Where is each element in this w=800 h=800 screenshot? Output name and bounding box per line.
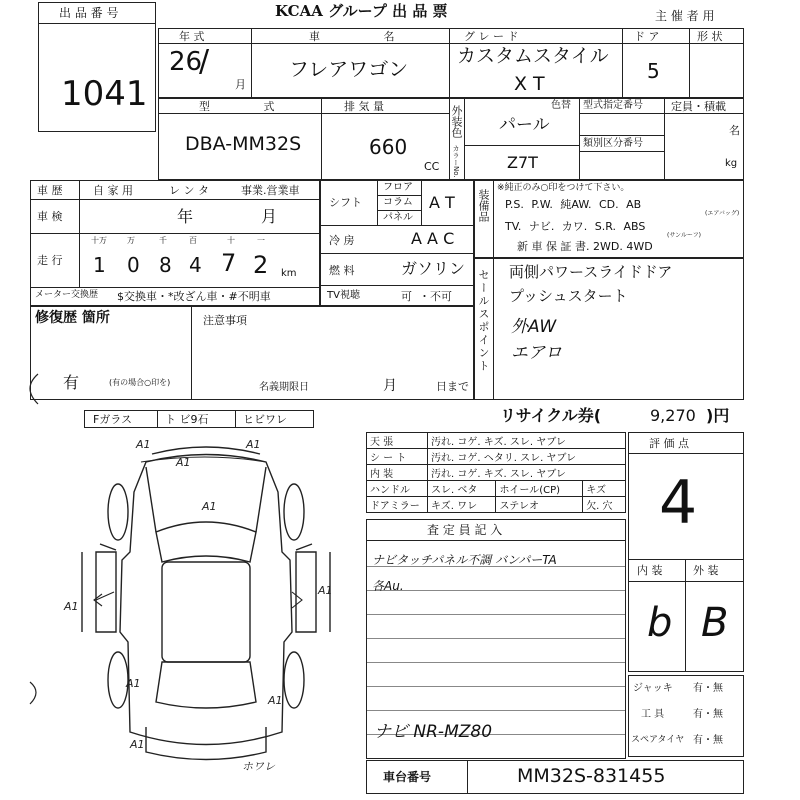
mileage-unit: 千 [159,236,167,245]
km-label: km [281,268,297,279]
type-number-label: 型式指定番号 [583,100,643,111]
lot-number-box [38,2,156,132]
lot-number: 1041 [61,74,148,114]
damage-mark: A1 [202,500,217,513]
equipment-line2: TV. ナビ. カワ. S.R. ABS [505,220,646,233]
inspection-month-label: 月 [261,207,278,226]
handle-items: スレ. ベタ [428,481,496,497]
damage-mark: A1 [246,438,261,451]
history-block [30,180,320,306]
grade-score-label: 評 価 点 [649,437,689,450]
cond-row-label: 天 張 [367,433,428,449]
stereo-label: ステレオ [496,497,583,513]
recycle-amount: 9,270 [650,406,696,425]
inspector-label: 査 定 員 記 入 [427,523,503,537]
damage-mark: A1 [130,738,145,751]
interior-grade: b [647,600,673,646]
history-rental: レ ン タ [169,184,209,197]
year-label: 年 式 [179,30,205,43]
meter-change-options: $交換車・*改ざん車・#不明車 [117,290,271,303]
repair-circle-mark [18,370,48,410]
repair-block [30,306,474,400]
front-bumper-outline [152,447,260,454]
inspector-note-3: ナビ NR-MZ80 [374,722,493,742]
mileage-unit: 万 [127,236,135,245]
exterior-grade: B [701,600,729,646]
damage-mark: A1 [318,584,333,597]
tools-block [628,675,744,757]
tv-label: TV視聴 [327,290,360,301]
color-name: パール [499,115,550,135]
repair-note: (有の場合○印を) [109,378,171,387]
doors-value: 5 [647,59,660,83]
recycle-unit: )円 [706,406,730,425]
jack-value: 有・無 [693,683,723,694]
shift-option-floor: フロア [383,182,413,193]
expiry-label: 名義期限日 [259,382,309,393]
vehicle-info-row1 [158,28,744,98]
sales-points-label: セールスポイント [477,269,490,373]
doors-label: ド ア [634,30,660,43]
glass-crack-option: ヒビワレ [243,413,287,426]
mileage-unit: 十万 [91,236,107,245]
mileage-label: 走 行 [37,254,63,267]
repair-label: 修復歴 箇所 [35,310,110,326]
chassis-label: 車台番号 [383,770,432,784]
shift-label: シフト [329,196,362,209]
remarks-label: 注意事項 [203,314,247,327]
tailgate-outline [146,727,266,760]
shift-value: A T [429,193,455,212]
wheel-label: ホイール(CP) [496,481,583,497]
organizer-label: 主 催 者 用 [655,9,715,23]
damage-mark: A1 [64,600,79,613]
spare-tire-label: スペアタイヤ [631,735,685,745]
fuel-value: ガソリン [401,259,466,278]
persons-label: 名 [729,124,740,137]
cc-label: CC [424,160,440,173]
mileage-digit: 7 [221,249,237,277]
expiry-month-label: 月 [383,378,397,394]
equipment-line3: 新 車 保 証 書. 2WD. 4WD [517,240,653,253]
displacement: 660 [369,135,408,159]
mileage-unit: 一 [257,236,265,245]
jack-label: ジャッキ [633,683,673,694]
sales-point-4: エアロ [511,343,562,363]
model-code-label: 型 式 [199,100,275,113]
left-side-panel [82,552,116,632]
recycle-label: リサイクル券( [500,406,602,425]
mileage-digit: 8 [159,253,172,277]
tv-no: ・不可 [419,290,452,303]
equipment-sunroof-note: (サンルーフ) [667,232,701,239]
windshield-outline [156,522,256,562]
side-circle-mark [24,678,44,708]
grade-line2: X T [514,73,545,95]
cond-row-items: 汚れ. コゲ. ヘタリ. スレ. ヤブレ [428,449,626,465]
equipment-line1: P.S. P.W. 純AW. CD. AB [505,198,642,211]
grade-score: 4 [659,468,698,538]
equipment-label: 装備品 [477,189,490,222]
ac-label: 冷 房 [329,234,355,247]
specs-block [320,180,474,306]
shape-label: 形 状 [697,30,723,43]
mirror-label: ドアミラー [367,497,428,513]
interior-grade-label: 内 装 [637,564,663,577]
chassis-block [366,760,744,794]
kg-label: kg [725,158,738,169]
sales-points-block [474,258,744,400]
shift-option-column: コラム [383,197,413,208]
shift-option-panel: パネル [383,212,413,223]
spare-tire-value: 有・無 [693,735,723,746]
tools-value: 有・無 [693,709,723,720]
glass-label: Fガラス [93,413,132,426]
expiry-day-label: 日まで [436,380,469,393]
lot-number-label: 出 品 番 号 [59,6,119,20]
front-right-wheel [284,484,304,540]
color-code: Z7T [507,153,538,172]
mirrors [100,544,312,550]
damage-arrow-left [94,592,114,606]
tools-label: 工 具 [641,709,665,720]
exterior-grade-label: 外 装 [693,564,719,577]
inspection-label: 車 検 [37,210,63,223]
fuel-label: 燃 料 [329,264,355,277]
cond-row-items: 汚れ. コゲ. キズ. スレ. ヤブレ [428,433,626,449]
exterior-color-label: 外装色 [450,105,463,138]
handle-label: ハンドル [367,481,428,497]
model-year: 26 [169,47,203,77]
sales-point-1: 両側パワースライドドア [509,263,673,281]
damage-mark: ホワレ [242,760,275,773]
car-name: フレアワゴン [289,57,409,81]
car-damage-diagram [56,432,356,782]
mileage-unit: 百 [189,236,197,245]
inspector-note-2: 各Au. [372,579,404,593]
glass-chip-option: ト ビ9石 [165,413,209,426]
rear-window-outline [156,662,256,708]
damage-mark: A1 [136,438,151,451]
tv-yes: 可 [401,290,412,303]
rear-right-wheel [284,652,304,708]
repair-value: 有 [63,373,80,392]
class-number-label: 類別区分番号 [583,138,643,149]
history-business: 事業.営業車 [241,184,300,197]
car-name-label: 車 名 [309,30,395,43]
capacity-label: 定員・積載 [671,100,726,113]
mileage-digit: 4 [189,253,202,277]
roof-outline [162,562,250,662]
equipment-airbag-note: (エアバッグ) [705,210,740,217]
mileage-unit: 十 [227,236,235,245]
sheet-title: KCAA グループ 出 品 票 [275,2,448,20]
damage-arrow-right [292,592,302,608]
sales-point-3: 外AW [511,317,557,337]
history-private: 自 家 用 [93,184,133,197]
month-label: 月 [235,78,246,91]
inspection-year-label: 年 [177,207,194,226]
damage-mark: A1 [176,456,191,469]
mileage-digit: 1 [93,253,106,277]
stereo-items: 欠. 穴 [583,497,626,513]
front-left-wheel [108,484,128,540]
interior-condition-table [366,432,626,513]
model-code: DBA-MM32S [185,133,302,155]
mirror-items: キズ. ワレ [428,497,496,513]
equipment-block [474,180,744,258]
chassis-number: MM32S-831455 [517,765,666,787]
color-change-label: 色替 [551,100,571,111]
sales-point-2: プッシュスタート [509,287,628,305]
wheel-items: キズ [583,481,626,497]
damage-mark: A1 [268,694,283,707]
color-number-label: カラーNo. [452,145,460,178]
ac-value: A A C [411,229,455,248]
vehicle-info-row2 [158,98,744,180]
cond-row-items: 汚れ. コゲ. キズ. スレ. ヤブレ [428,465,626,481]
glass-block [84,410,314,428]
slash-mark: / [199,44,210,79]
inspector-note-1: ナビタッチパネル不調 バンパーTA [372,553,557,567]
history-label: 車 歴 [37,184,63,197]
cond-row-label: シ ー ト [367,449,428,465]
cond-row-label: 内 装 [367,465,428,481]
car-body-outline [120,455,292,745]
grade-block [628,432,744,672]
equipment-note: ※純正のみ○印をつけて下さい。 [497,183,630,193]
mileage-digit: 0 [127,253,140,277]
displacement-label: 排 気 量 [344,100,384,113]
damage-mark: A1 [126,677,141,690]
grade-label: グ レ ー ド [464,30,519,43]
meter-change-label: メーター交換歴 [35,290,99,300]
grade-line1: カスタムスタイル [457,45,609,67]
rear-left-wheel [108,652,128,708]
mileage-digit: 2 [253,251,269,279]
